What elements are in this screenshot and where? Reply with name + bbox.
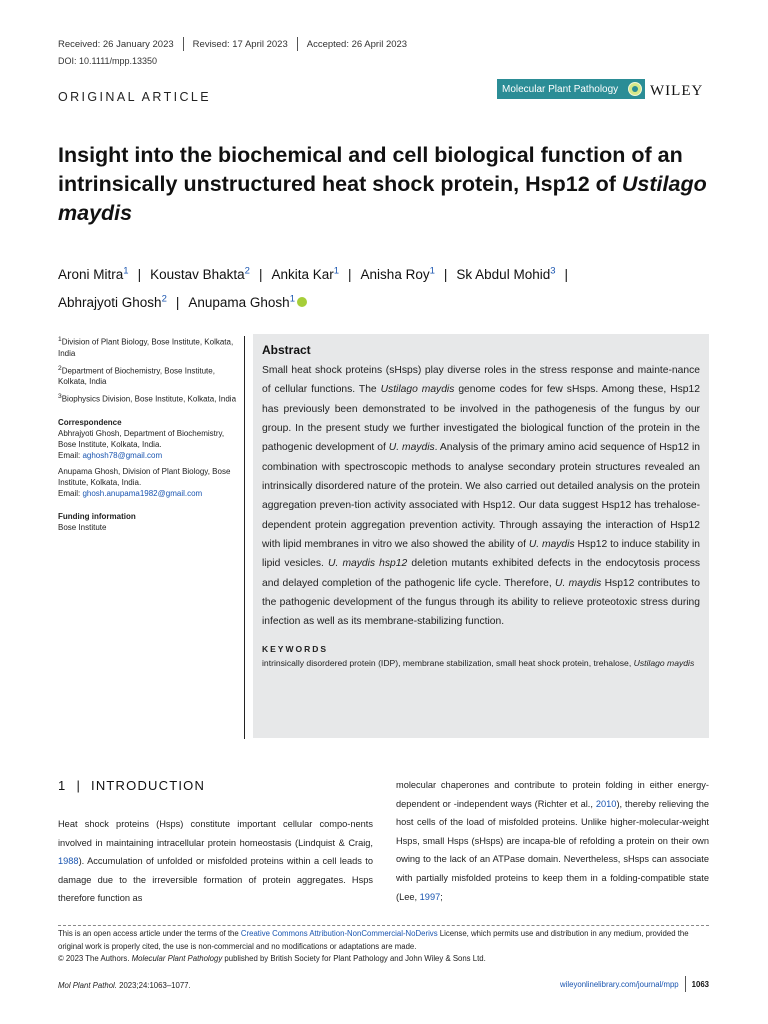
author-info-column [58, 334, 238, 533]
funding-heading: Funding information [58, 511, 136, 521]
correspondence-entry: Abhrajyoti Ghosh, Department of Biochemistry, Bose Institute, Kolkata, India. Email: aghosh78@gmail.com [58, 428, 225, 460]
received-date: Received: 26 January 2023 [58, 38, 174, 50]
email-link[interactable]: aghosh78@gmail.com [82, 450, 163, 460]
abstract-text: Small heat shock proteins (sHsps) play diverse roles in the stress response and mainte-nance of cellular functions. The Ustilago maydis genome codes for few sHsps. Among these, Hsp12 has previously been demonstrated to be involved in the pathogenesis of the fungus by our group. In the present study we further investigated the biological function of the protein in the pathogenic development of U. maydis. Analysis of the primary amino acid sequence of Hsp12 in combination with spectroscopic methods to analyse secondary protein structures revealed an intrinsically disordered nature of the protein. We also carried out detailed analysis on the protein aggregation preven-tion activity associated with Hsp12. Our data suggest Hsp12 has trehalose-dependent protein aggregation prevention activity. Through assaying the interaction of Hsp12 with lipid membranes in vitro we also showed the ability of U. maydis Hsp12 to induce stability in lipid vesicles. U. maydis hsp12 deletion mutants exhibited defects in the endocytosis process and delayed completion of the pathogenic life cycle. Therefore, U. maydis Hsp12 contributes to the pathogenic development of the fungus through its ability to relieve proteotoxic stress during infection as well as its membrane-stabilizing function. [262, 365, 701, 628]
author-separator: | [137, 266, 142, 282]
journal-citation: Mol Plant Pathol. 2023;24:1063–1077. [58, 981, 191, 990]
page-footer [520, 976, 709, 992]
correspondence-heading: Correspondence [58, 417, 122, 427]
revised-date: Revised: 17 April 2023 [192, 38, 288, 50]
author[interactable]: Anupama Ghosh$^1$ [188, 293, 295, 310]
intro-paragraph-right: molecular chaperones and contribute to protein folding in either energy-dependent or -independent ways (Richter et al., 2010), thereby relieving the host cells of the load of misfolded proteins. Unlike higher-molecular-weight Hsps, small Hsps (sHsps) are incapa-ble of refolding a protein on their own owing to the lack of an ATPase domain. Nevertheless, sHsps can associate with partially misfolded proteins to keep them in a folding-compatible state (Lee, 1997; [396, 780, 709, 902]
abstract-heading: Abstract [262, 343, 311, 357]
divider [297, 37, 298, 51]
citation-link[interactable]: 2010 [595, 798, 617, 809]
author-separator: | [175, 295, 180, 310]
society-seal-icon [628, 82, 642, 96]
author-separator: | [564, 266, 569, 282]
author[interactable]: Anisha Roy$^1$ [360, 265, 435, 282]
author-separator: | [258, 266, 263, 282]
divider [685, 976, 686, 992]
title-line-1: Insight into the biochemical and cell biological function of an [58, 143, 683, 167]
funding-text: Bose Institute [58, 522, 107, 532]
title-line-2: intrinsically unstructured heat shock protein, Hsp12 of [58, 172, 622, 196]
affiliation: $^2$Department of Biochemistry, Bose Institute, Kolkata, India [58, 364, 215, 387]
page-number: 1063 [691, 979, 709, 989]
orcid-icon[interactable] [297, 297, 307, 307]
affiliation: $^1$Division of Plant Biology, Bose Institute, Kolkata, India [58, 336, 234, 358]
license-link[interactable]: Creative Commons Attribution-NonCommercial-NoDerivs [240, 929, 438, 938]
keywords-text: intrinsically disordered protein (IDP), membrane stabilization, small heat shock protein, trehalose, Ustilago maydis [262, 657, 695, 668]
author[interactable]: Sk Abdul Mohid$^3$ [456, 265, 556, 282]
license-notice: This is an open access article under the terms of the Creative Commons Attribution-NonCommercial-NoDerivs License, which permits use and distribution in any medium, provided the original work is properly cited, the use is non-commercial and no modifications or adaptations are made. © 2023 The Authors. Molecular Plant Pathology published by British Society for Plant Pathology and John Wiley & Sons Ltd. [58, 929, 689, 963]
citation-link[interactable]: 1997 [419, 891, 441, 902]
intro-paragraph-left: Heat shock proteins (Hsps) constitute important cellular compo-nents involved in maintaining intracellular protein homeostasis (Lindquist & Craig, 1988). Accumulation of unfolded or misfolded proteins within a cell leads to damage due to the irreversible formation of protein aggregates. Hsps therefore function as [58, 819, 373, 904]
journal-url[interactable]: wileyonlinelibrary.com/journal/mpp [560, 979, 679, 989]
article-dates [58, 37, 407, 51]
author[interactable]: Abhrajyoti Ghosh$^2$ [58, 293, 167, 310]
author-separator: | [443, 266, 448, 282]
section-heading: 1 | INTRODUCTION [58, 778, 206, 793]
article-title [58, 141, 718, 228]
abstract-box [253, 334, 709, 738]
affiliation: $^3$Biophysics Division, Bose Institute, Kolkata, India [58, 393, 237, 404]
keywords-heading: KEYWORDS [262, 643, 329, 654]
title-species-end: maydis [58, 201, 133, 225]
author[interactable]: Koustav Bhakta$^2$ [150, 265, 250, 282]
article-type: ORIGINAL ARTICLE [58, 90, 212, 104]
doi[interactable]: DOI: 10.1111/mpp.13350 [58, 56, 158, 66]
publisher-logo[interactable]: WILEY [650, 83, 704, 99]
author[interactable]: Ankita Kar$^1$ [271, 265, 340, 282]
citation-link[interactable]: 1988 [58, 856, 79, 867]
footer-divider [58, 925, 709, 926]
author-list [58, 258, 718, 315]
author[interactable]: Aroni Mitra$^1$ [58, 265, 129, 282]
title-species: Ustilago [621, 172, 707, 196]
divider [183, 37, 184, 51]
column-divider [244, 336, 245, 739]
author-separator: | [348, 266, 352, 282]
email-link[interactable]: ghosh.anupama1982@gmail.com [82, 488, 203, 498]
journal-logo-text: Molecular Plant Pathology [502, 83, 619, 95]
journal-logo[interactable] [497, 79, 645, 99]
accepted-date: Accepted: 26 April 2023 [306, 38, 408, 50]
correspondence-entry: Anupama Ghosh, Division of Plant Biology, Bose Institute, Kolkata, India. Email: ghosh.anupama1982@gmail.com [58, 466, 231, 498]
